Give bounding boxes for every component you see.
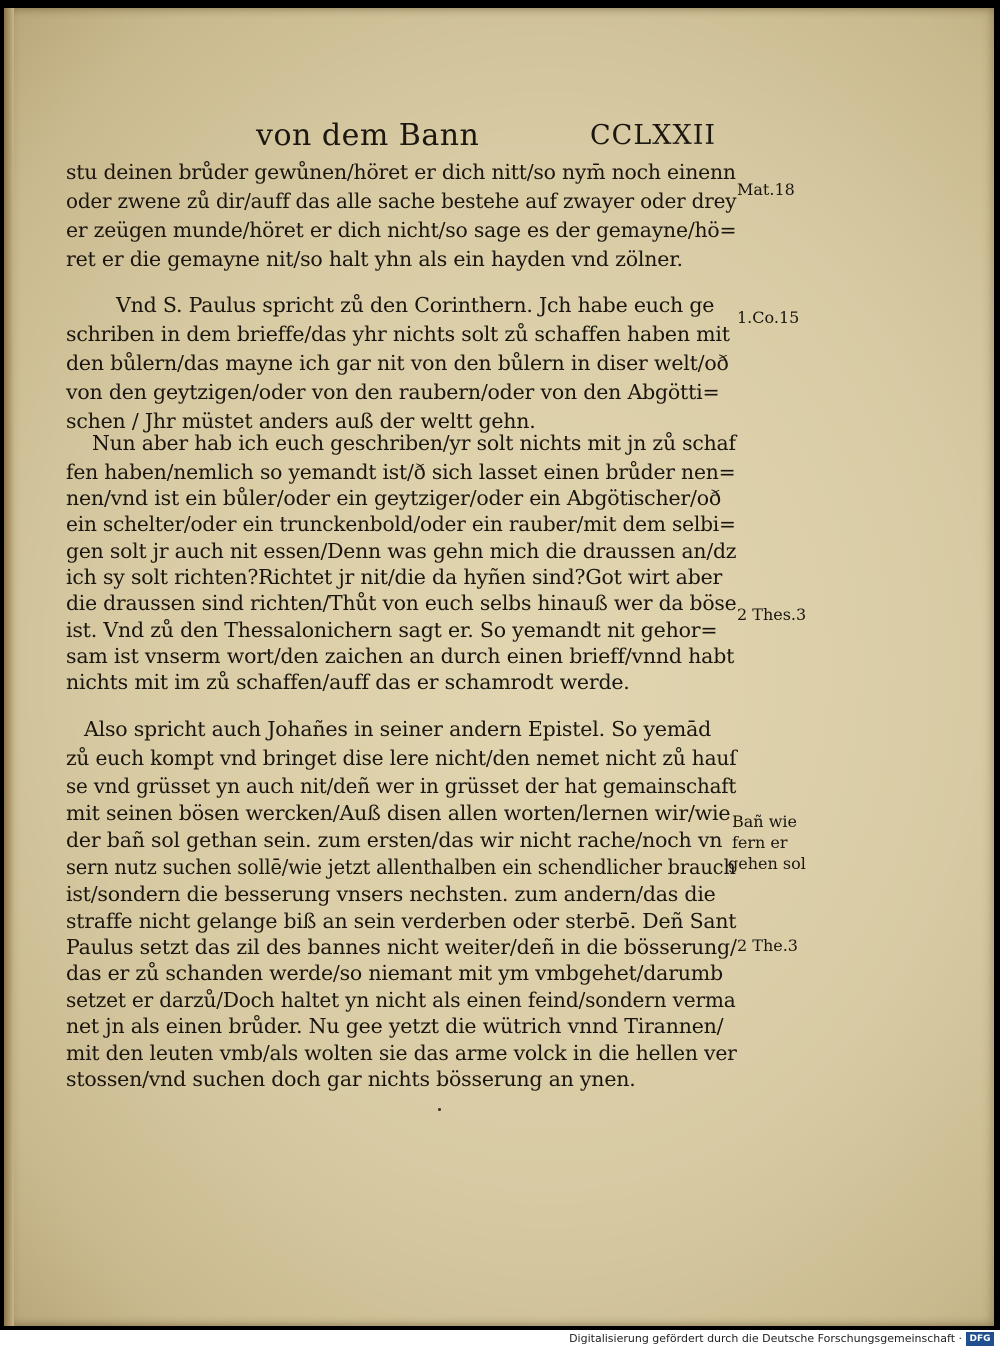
text-line: Nun aber hab ich euch geschriben/yr solt nichts mit jn zů schaf — [92, 431, 736, 455]
margin-note: 2 Thes.3 — [737, 605, 807, 624]
text-line: se vnd grüsset yn auch nit/deñ wer in grüsset der hat gemainschaft — [66, 774, 737, 798]
page-gutter-edge — [4, 8, 14, 1326]
text-line: Also spricht auch Johañes in seiner andern Epistel. So yemād — [84, 717, 712, 741]
folio-number: CCLXXII — [590, 120, 717, 151]
running-head: von dem Bann — [256, 118, 480, 153]
book-page — [4, 8, 994, 1326]
text-line: nichts mit im zů schaffen/auff das er schamrodt werde. — [66, 670, 630, 694]
text-line: ret er die gemayne nit/so halt yhn als ein hayden vnd zölner. — [66, 247, 683, 271]
text-line: straffe nicht gelange biß an sein verderben oder sterbē. Deñ Sant — [66, 909, 737, 933]
footer-bar — [0, 1330, 1000, 1349]
text-line: ist. Vnd zů den Thessalonichern sagt er. So yemandt nit gehor= — [66, 618, 718, 642]
text-line: den bůlern/das mayne ich gar nit von den bůlern in diser welt/oð — [66, 351, 729, 375]
text-line: stossen/vnd suchen doch gar nichts bösserung an ynen. — [66, 1067, 636, 1091]
text-line: sern nutz suchen sollē/wie jetzt allenthalben ein schendlicher brauch — [66, 855, 736, 879]
ink-speck — [438, 1108, 441, 1111]
text-line: fen haben/nemlich so yemandt ist/ð sich lasset einen brůder nen= — [66, 460, 736, 484]
text-line: gen solt jr auch nit essen/Denn was gehn mich die draussen an/dz — [66, 539, 737, 563]
text-line: Paulus setzt das zil des bannes nicht weiter/deñ in die bösserung/ — [66, 935, 737, 959]
text-line: net jn als einen brůder. Nu gee yetzt die wütrich vnnd Tirannen/ — [66, 1014, 724, 1038]
text-line: Vnd S. Paulus spricht zů den Corinthern. Jch habe euch ge — [116, 293, 715, 317]
text-line: mit den leuten vmb/als wolten sie das arme volck in die hellen ver — [66, 1041, 737, 1065]
text-line: ein schelter/oder ein trunckenbold/oder ein rauber/mit dem selbi= — [66, 512, 736, 536]
page-header — [4, 118, 994, 158]
text-line: schen / Jhr müstet anders auß der weltt gehn. — [66, 409, 536, 433]
margin-note: gehen sol — [728, 854, 806, 873]
text-line: setzet er darzů/Doch haltet yn nicht als einen feind/sondern verma — [66, 988, 736, 1012]
dfg-logo-icon: DFG — [966, 1332, 994, 1346]
text-line: sam ist vnserm wort/den zaichen an durch einen brieff/vnnd habt — [66, 644, 735, 668]
text-line: die draussen sind richten/Thůt von euch selbs hinauß wer da böse — [66, 591, 737, 615]
funding-credit: Digitalisierung gefördert durch die Deutsche Forschungsgemeinschaft · — [569, 1332, 962, 1345]
text-line: mit seinen bösen wercken/Auß disen allen worten/lernen wir/wie — [66, 801, 731, 825]
margin-note: Bañ wie — [732, 812, 797, 831]
margin-note: 1.Co.15 — [737, 308, 800, 327]
text-line: zů euch kompt vnd bringet dise lere nicht/den nemet nicht zů hauſ — [66, 746, 737, 770]
text-line: schriben in dem brieffe/das yhr nichts solt zů schaffen haben mit — [66, 322, 730, 346]
margin-note: 2 The.3 — [737, 936, 798, 955]
text-line: der bañ sol gethan sein. zum ersten/das wir nicht rache/noch vn — [66, 828, 723, 852]
margin-note: fern er — [732, 833, 788, 852]
text-line: stu deinen brůder gewůnen/höret er dich nitt/so nym̄ noch einenn — [66, 160, 736, 184]
text-line: er zeügen munde/höret er dich nicht/so sage es der gemayne/hö= — [66, 218, 737, 242]
text-line: nen/vnd ist ein bůler/oder ein geytziger/oder ein Abgötischer/oð — [66, 486, 721, 510]
text-line: das er zů schanden werde/so niemant mit ym vmbgehet/darumb — [66, 961, 723, 985]
text-line: ich sy solt richten?Richtet jr nit/die da hyñen sind?Got wirt aber — [66, 565, 723, 589]
margin-note: Mat.18 — [737, 180, 795, 199]
text-line: oder zwene zů dir/auff das alle sache bestehe auf zwayer oder drey — [66, 189, 737, 213]
text-line: von den geytzigen/oder von den raubern/oder von den Abgötti= — [66, 380, 720, 404]
text-line: ist/sondern die besserung vnsers nechsten. zum andern/das die — [66, 882, 716, 906]
